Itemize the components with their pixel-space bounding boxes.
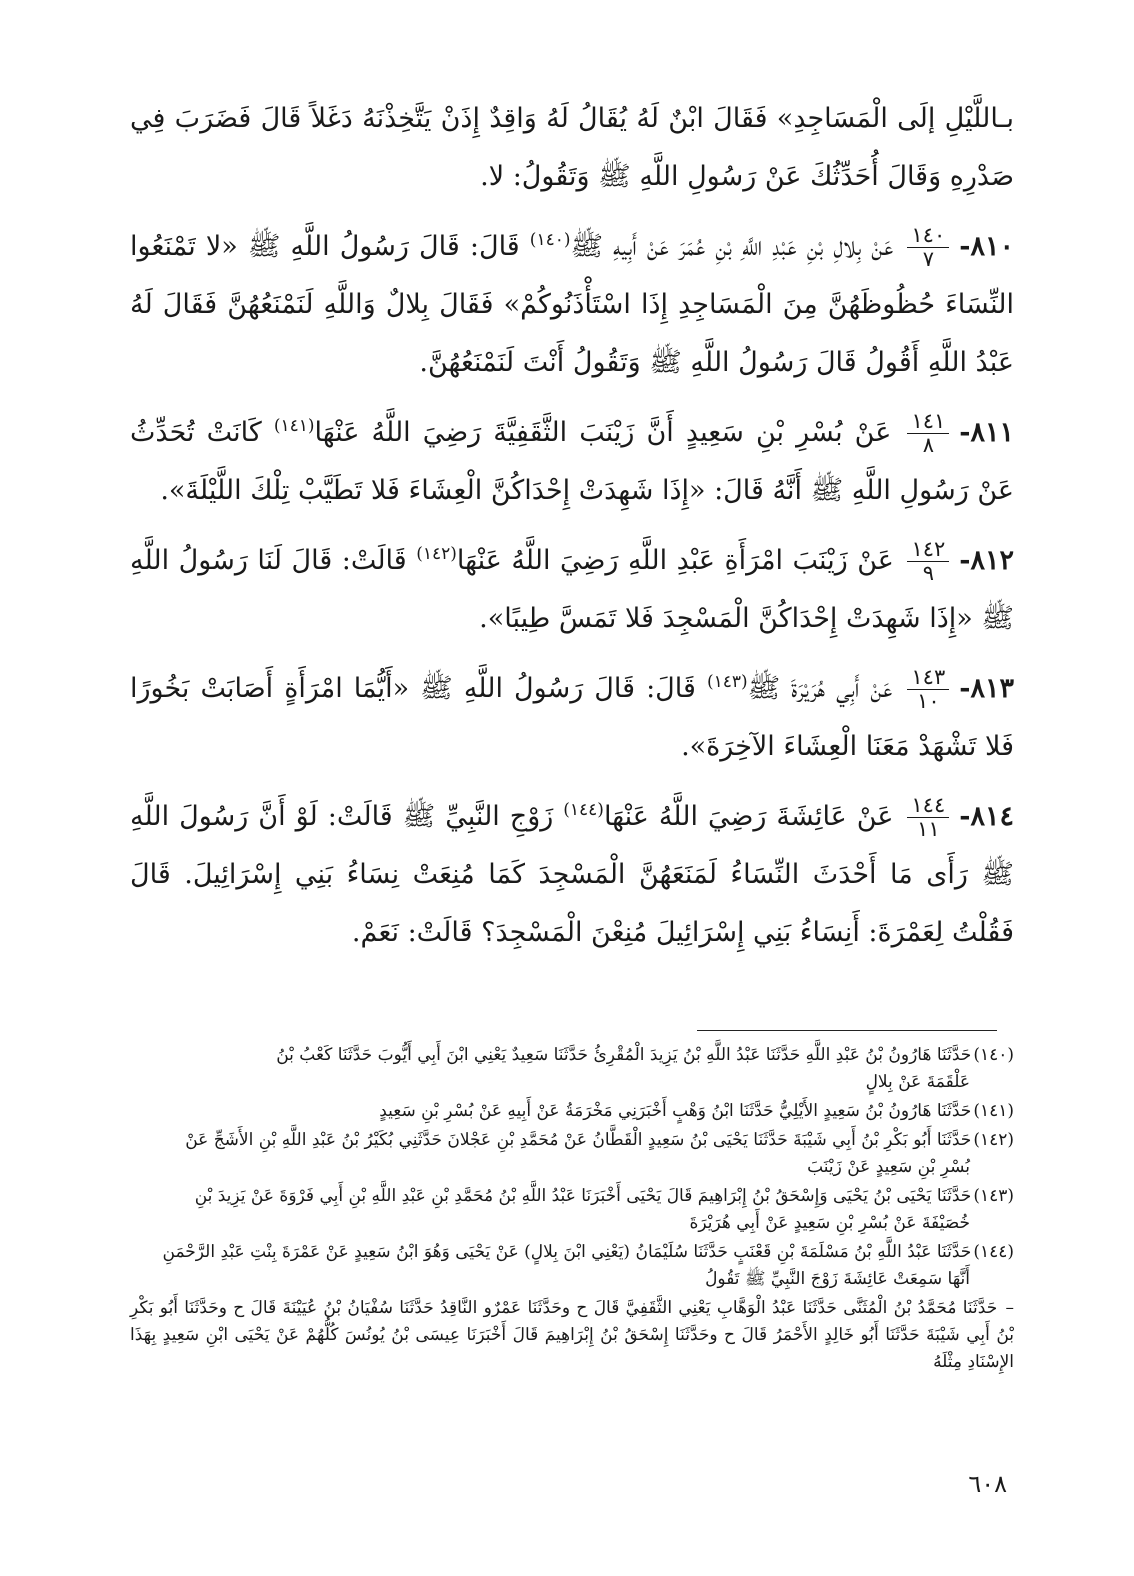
hadith-number: ٨١١- xyxy=(959,417,1015,448)
footnote-text: حَدَّثَنَا هَارُونُ بْنُ عَبْدِ اللَّهِ حَدَّثَنَا عَبْدُ اللَّهِ بْنُ يَزِيدَ الْمُقْرِئُ حَدَّثَنَا سَعِيدٌ يَعْنِي ابْنَ أَبِي أَيُّوبَ حَدَّثَنَا كَعْبُ بْنُ xyxy=(276,1045,972,1065)
hadith-number: ٨١٢- xyxy=(959,545,1015,576)
hadith-text: عَنْ زَيْنَبَ امْرَأَةِ عَبْدِ اللَّهِ رَضِيَ اللَّهُ عَنْهَا xyxy=(456,545,894,576)
hadith-text: عَنْ بُسْرِ بْنِ سَعِيدٍ أَنَّ زَيْنَبَ الثَّقَفِيَّةَ رَضِيَ اللَّهُ عَنْهَا xyxy=(314,417,892,448)
footnote-text: حَدَّثَنَا أَبُو بَكْرِ بْنُ أَبِي شَيْبَةَ حَدَّثَنَا يَحْيَى بْنُ سَعِيدٍ الْقَطَّانُ عَنْ مُحَمَّدِ بْنِ عَجْلانَ حَدَّثَنِي بُكَيْرُ بْنُ عَبْدِ اللَّهِ بْنِ الأَشَجِّ عَنْ xyxy=(185,1130,972,1150)
fraction-bottom: ٧ xyxy=(922,247,934,271)
footnote-141 xyxy=(130,1098,1014,1125)
hadith-fraction xyxy=(907,795,949,840)
footnote-divider xyxy=(697,1030,997,1031)
footnote-cont: أَنَّهَا سَمِعَتْ عَائِشَةَ زَوْجَ النَّبِيِّ ﷺ تَقُولُ xyxy=(705,1269,970,1289)
fraction-bottom: ٩ xyxy=(922,561,934,585)
hadith-811 xyxy=(130,404,1014,520)
hadith-813 xyxy=(130,660,1014,776)
hadith-text-cont: قَالَ: قَالَ رَسُولُ اللَّهِ ﷺ «أَيُّمَا امْرَأَةٍ أَصَابَتْ بَخُورًا فَلا تَشْهَدْ مَعَنَا الْعِشَاءَ الآخِرَةَ». xyxy=(130,673,1014,762)
page-number: ٦٠٨ xyxy=(968,1470,1007,1498)
fraction-top: ١٤٠ xyxy=(907,225,949,248)
footnote-text: حَدَّثَنَا يَحْيَى بْنُ يَحْيَى وَإِسْحَقُ بْنُ إِبْرَاهِيمَ قَالَ يَحْيَى أَخْبَرَنَا عَبْدُ اللَّهِ بْنُ مُحَمَّدِ بْنِ عَبْدِ اللَّهِ بْنِ أَبِي فَرْوَةَ عَنْ يَزِيدَ بْنِ xyxy=(194,1186,972,1206)
hadith-810 xyxy=(130,218,1014,392)
footnote-number: (١٤١) xyxy=(973,1101,1014,1121)
hadith-fraction xyxy=(907,539,949,584)
hadith-814 xyxy=(130,788,1014,962)
footnote-ref[interactable]: (١٤٤) xyxy=(563,800,604,820)
footnote-ref[interactable]: (١٤٠) xyxy=(529,230,571,250)
hadith-text: عَنْ بِلالِ بْنِ عَبْدِ اللَّهِ بْنِ عُمَرَ عَنْ أَبِيهِ ﷺ xyxy=(570,231,894,262)
hadith-text-cont: كَانَتْ تُحَدِّثُ عَنْ رَسُولِ اللَّهِ ﷺ أَنَّهُ قَالَ: «إِذَا شَهِدَتْ إِحْدَاكُنَّ الْعِشَاءَ فَلا تَطَيَّبْ تِلْكَ اللَّيْلَةَ». xyxy=(130,417,1014,506)
footnote-ref[interactable]: (١٤١) xyxy=(273,416,315,436)
fraction-top: ١٤١ xyxy=(907,411,949,434)
hadith-812 xyxy=(130,532,1014,648)
footnotes xyxy=(130,1042,1014,1378)
intro-paragraph: بـاللَّيْلِ إلَى الْمَسَاجِدِ» فَقَالَ ابْنٌ لَهُ يُقَالُ لَهُ وَاقِدٌ إِذَنْ يَتَّخِذْنَهُ دَغَلاً قَالَ فَضَرَبَ فِي صَدْرِهِ وَقَالَ أُحَدِّثُكَ عَنْ رَسُولِ اللَّهِ ﷺ وَتَقُولُ: لا. xyxy=(130,103,1014,192)
footnote-extra-chain xyxy=(130,1295,1014,1376)
footnote-number: (١٤٣) xyxy=(973,1186,1014,1206)
footnote-cont: خُصَيْفَةَ عَنْ بُسْرِ بْنِ سَعِيدٍ عَنْ أَبِي هُرَيْرَةَ xyxy=(689,1213,970,1233)
hadith-text: عَنْ أَبِي هُرَيْرَةَ ﷺ xyxy=(747,673,893,704)
footnote-142 xyxy=(130,1127,1014,1181)
footnote-ref[interactable]: (١٤٣) xyxy=(706,672,748,692)
footnote-ref[interactable]: (١٤٢) xyxy=(416,544,457,564)
hadith-number: ٨١٤- xyxy=(959,801,1014,832)
fraction-top: ١٤٤ xyxy=(907,795,949,818)
hadith-text: عَنْ عَائِشَةَ رَضِيَ اللَّهُ عَنْهَا xyxy=(603,801,894,832)
hadith-text-cont: قَالَ: قَالَ رَسُولُ اللَّهِ ﷺ «لا تَمْنَعُوا النِّسَاءَ حُظُوظَهُنَّ مِنَ الْمَسَاجِدِ إِذَا اسْتَأْذَنُوكُمْ» فَقَالَ بِلالٌ وَاللَّهِ لَنَمْنَعُهُنَّ فَقَالَ لَهُ عَبْدُ اللَّهِ أَقُولُ قَالَ رَسُولُ اللَّهِ ﷺ وَتَقُولُ أَنْتَ لَنَمْنَعُهُنَّ. xyxy=(130,231,1014,378)
footnote-number: (١٤٠) xyxy=(973,1045,1014,1065)
hadith-fraction xyxy=(907,411,949,456)
footnote-140 xyxy=(130,1042,1014,1096)
footnote-cont: بُسْرِ بْنِ سَعِيدٍ عَنْ زَيْنَبَ xyxy=(807,1157,970,1177)
hadith-number: ٨١٣- xyxy=(959,673,1014,704)
footnote-cont: عَلْقَمَةَ عَنْ بِلالٍ xyxy=(865,1072,970,1092)
footnote-number: (١٤٤) xyxy=(973,1242,1014,1262)
footnote-text: حَدَّثَنَا هَارُونُ بْنُ سَعِيدٍ الأَيْلِيُّ حَدَّثَنَا ابْنُ وَهْبٍ أَخْبَرَنِي مَخْرَمَةُ عَنْ أَبِيهِ عَنْ بُسْرِ بْنِ سَعِيدٍ xyxy=(379,1101,972,1121)
fraction-top: ١٤٣ xyxy=(907,667,949,690)
footnote-number: (١٤٢) xyxy=(973,1130,1014,1150)
hadith-text-cont: قَالَتْ: قَالَ لَنَا رَسُولُ اللَّهِ ﷺ «إِذَا شَهِدَتْ إِحْدَاكُنَّ الْمَسْجِدَ فَلا تَمَسَّ طِيبًا». xyxy=(130,545,1014,634)
footnote-143 xyxy=(130,1183,1014,1237)
fraction-bottom: ١١ xyxy=(917,817,940,841)
hadith-text-cont: زَوْجِ النَّبِيِّ ﷺ قَالَتْ: لَوْ أَنَّ رَسُولَ اللَّهِ ﷺ رَأَى مَا أَحْدَثَ النِّسَاءُ لَمَنَعَهُنَّ الْمَسْجِدَ كَمَا مُنِعَتْ نِسَاءُ بَنِي إِسْرَائِيلَ. قَالَ فَقُلْتُ لِعَمْرَةَ: أَنِسَاءُ بَنِي إِسْرَائِيلَ مُنِعْنَ الْمَسْجِدَ؟ قَالَتْ: نَعَمْ. xyxy=(130,801,1014,948)
fraction-top: ١٤٢ xyxy=(907,539,949,562)
fraction-bottom: ١٠ xyxy=(917,689,940,713)
footnote-text: حَدَّثَنَا عَبْدُ اللَّهِ بْنُ مَسْلَمَةَ بْنِ قَعْنَبٍ حَدَّثَنَا سُلَيْمَانُ (يَعْنِي ابْنَ بِلالٍ) عَنْ يَحْيَى وَهُوَ ابْنُ سَعِيدٍ عَنْ عَمْرَةَ بِنْتِ عَبْدِ الرَّحْمَنِ xyxy=(162,1242,972,1262)
hadith-fraction xyxy=(907,667,949,712)
footnote-number: – xyxy=(1005,1298,1015,1318)
footnote-text: حَدَّثَنَا مُحَمَّدُ بْنُ الْمُثَنَّى حَدَّثَنَا عَبْدُ الْوَهَّابِ يَعْنِي الثَّقَفِيَّ قَالَ ح وحَدَّثَنَا عَمْرٌو النَّاقِدُ حَدَّثَنَا سُفْيَانُ بْنُ عُيَيْنَةَ قَالَ ح وحَدَّثَنَا أَبُو بَكْرِ بْنُ أَبِي شَيْبَةَ حَدَّثَنَا أَبُو خَالِدٍ الأَحْمَرُ قَالَ ح وحَدَّثَنَا إِسْحَقُ بْنُ إِبْرَاهِيمَ قَالَ أَخْبَرَنَا عِيسَى بْنُ يُونُسَ كُلُّهُمْ عَنْ يَحْيَى ابْنِ سَعِيدٍ بِهَذَا الإِسْنَادِ مِثْلَهُ xyxy=(130,1298,1014,1372)
hadith-number: ٨١٠- xyxy=(959,231,1014,262)
hadith-fraction xyxy=(907,225,949,270)
fraction-bottom: ٨ xyxy=(922,433,934,457)
footnote-144 xyxy=(130,1239,1014,1293)
main-text xyxy=(130,90,1014,974)
